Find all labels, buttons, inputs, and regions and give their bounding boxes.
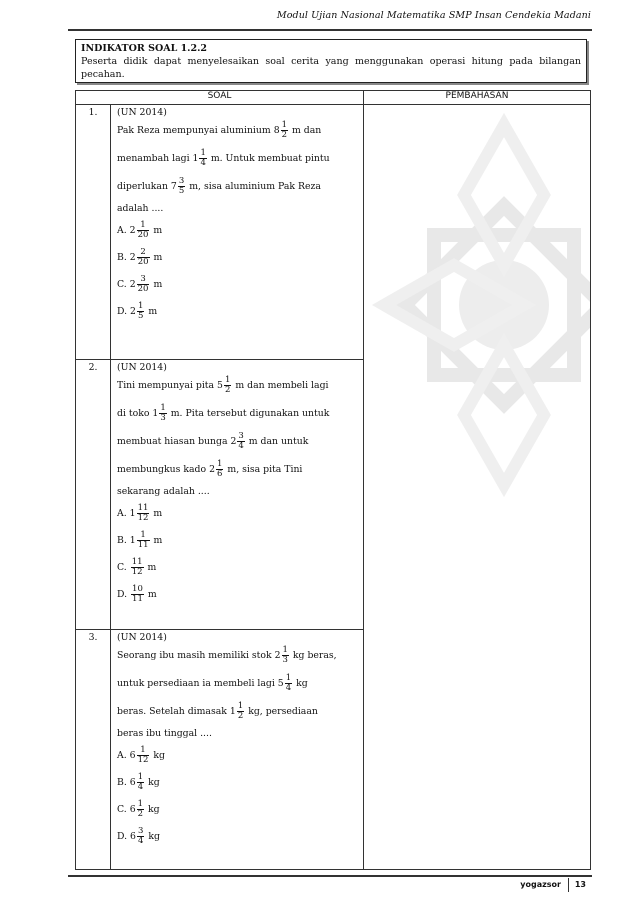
answer-option: C. $\frac{11}{12}$ m [117, 557, 157, 577]
fraction: 1 $\frac{1}{2}$ [229, 701, 244, 721]
answer-option: A. 1 $\frac{11}{12}$ m [117, 503, 163, 523]
question-source: (UN 2014) [117, 632, 167, 643]
fraction: 2 $\frac{1}{6}$ [209, 459, 223, 479]
indicator-text: Peserta didik dapat menyelesaikan soal cerita yang menggunakan operasi hitung pada bilangan pecahan. [81, 56, 581, 80]
question-source: (UN 2014) [117, 362, 167, 373]
answer-option: C. 6 $\frac{1}{2}$ kg [117, 799, 160, 819]
question-table [75, 90, 591, 870]
indicator-box [75, 39, 587, 83]
fraction: 7 $\frac{3}{5}$ [170, 176, 185, 196]
header-rule [68, 29, 592, 31]
question-number: 3. [76, 630, 111, 870]
footer-rule [68, 875, 592, 877]
column-header-soal: SOAL [76, 91, 364, 105]
question-number: 1. [76, 105, 111, 360]
fraction: 5 $\frac{1}{4}$ [277, 673, 292, 693]
fraction: 1 $\frac{1}{3}$ [152, 403, 166, 423]
answer-option: B. 2 $\frac{2}{20}$ m [117, 247, 163, 267]
question-number: 2. [76, 360, 111, 630]
watermark-logo [364, 105, 591, 805]
answer-option: A. 6 $\frac{1}{12}$ kg [117, 745, 165, 765]
answer-option: D. $\frac{10}{11}$ m [117, 584, 157, 604]
answer-option: D. 2 $\frac{1}{5}$ m [117, 301, 158, 321]
answer-option: A. 2 $\frac{1}{20}$ m [117, 220, 163, 240]
question-source: (UN 2014) [117, 107, 167, 118]
fraction: 2 $\frac{1}{3}$ [274, 645, 288, 665]
fraction: 1 $\frac{1}{4}$ [192, 148, 206, 168]
footer-author: yogazsor [520, 880, 561, 889]
answer-option: D. 6 $\frac{3}{4}$ kg [117, 826, 160, 846]
answer-option: B. 6 $\frac{1}{4}$ kg [117, 772, 160, 792]
pembahasan-column [364, 105, 591, 870]
column-header-pembahasan: PEMBAHASAN [364, 91, 591, 105]
answer-option: B. 1 $\frac{1}{11}$ m [117, 530, 163, 550]
question-content: (UN 2014) Tini mempunyai pita 5 $\frac{1}{2}$ m dan membeli lagi di toko 1 $\frac{1}{3}$ m. Pita tersebut digunakan untuk membuat hiasan bunga 2 $\frac{3}{4}$ m dan untuk membungkus kado 2 $\frac{1}{6}$ m, sisa pita Tini sekarang adalah .... A. 1 $\frac{11}{12}$ m B. 1 $\frac{1}{11}$ m C. $\frac{11}{12}$ m D. $\frac{10}{11}$ m [111, 360, 364, 630]
header-title: Modul Ujian Nasional Matematika SMP Insan Cendekia Madani [276, 10, 591, 21]
question-content: (UN 2014) Seorang ibu masih memiliki stok 2 $\frac{1}{3}$ kg beras, untuk persediaan ia membeli lagi 5 $\frac{1}{4}$ kg beras. Setelah dimasak 1 $\frac{1}{2}$ kg, persediaan beras ibu tinggal .... A. 6 $\frac{1}{12}$ kg B. 6 $\frac{1}{4}$ kg C. 6 $\frac{1}{2}$ kg D. 6 $\frac{3}{4}$ kg [111, 630, 364, 870]
fraction: 5 $\frac{1}{2}$ [217, 375, 231, 395]
fraction: 8 $\frac{1}{2}$ [273, 120, 288, 140]
indicator-title: INDIKATOR SOAL 1.2.2 [81, 43, 208, 54]
answer-option: C. 2 $\frac{3}{20}$ m [117, 274, 163, 294]
question-content: (UN 2014) Pak Reza mempunyai aluminium 8 $\frac{1}{2}$ m dan menambah lagi 1 $\frac{1}{4}$ m. Untuk membuat pintu diperlukan 7 $\frac{3}{5}$ m, sisa aluminium Pak Reza adalah .... A. 2 $\frac{1}{20}$ m B. 2 $\frac{2}{20}$ m C. 2 $\frac{3}{20}$ m D. 2 $\frac{1}{5}$ m [111, 105, 364, 360]
question-row [76, 105, 591, 360]
footer-divider [568, 878, 569, 892]
page-number: 13 [574, 880, 586, 889]
fraction: 2 $\frac{3}{4}$ [230, 431, 244, 451]
